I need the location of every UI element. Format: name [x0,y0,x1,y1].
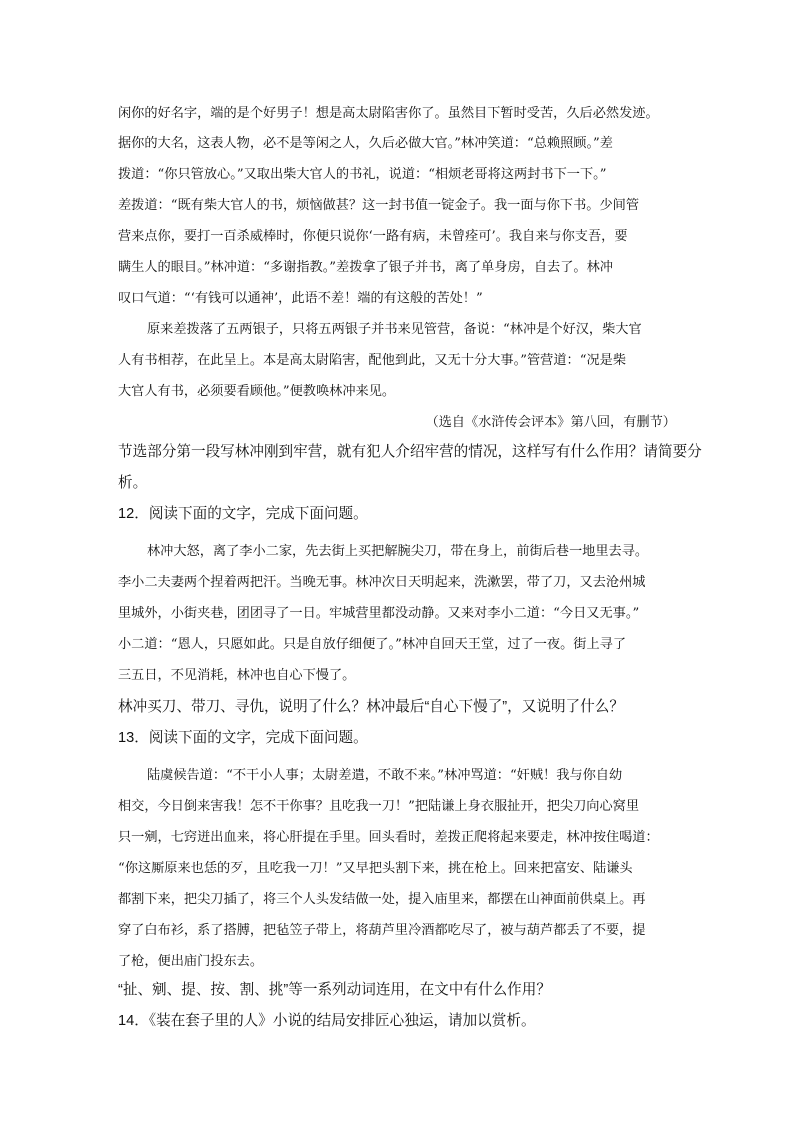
passage-line: 拨道：“你只管放心。”又取出柴大官人的书礼，说道：“相烦老哥将这两封书下一下。” [118,167,607,182]
passage-line: 穿了白布衫，系了搭膊，把毡笠子带上，将葫芦里冷酒都吃尽了，被与葫芦都丢了不要，提 [118,923,646,938]
question-text: 林冲买刀、带刀、寻仇，说明了什么？林冲最后“自心下慢了”，又说明了什么？ [118,699,624,715]
passage-line: 原来差拨落了五两银子，只将五两银子并书来见管营，备说：“林冲是个好汉，柴大官 [147,322,642,337]
question-text: “扯、剜、提、按、割、挑”等一系列动词连用，在文中有什么作用？ [118,982,551,998]
question-header: 12．阅读下面的文字，完成下面问题。 [118,506,368,522]
question-line: 节选部分第一段写林冲刚到牢营，就有犯人介绍牢营的情况，这样写有什么作用？请简要分 [118,444,702,460]
source-citation: （选自《水浒传会评本》第八回，有删节） [425,415,676,430]
passage-line: 差拨道：“既有柴大官人的书，烦恼做甚？这一封书值一锭金子。我一面与你下书。少间管 [118,198,640,213]
passage-line: 闲你的好名字，端的是个好男子！想是高太尉陷害你了。虽然目下暂时受苦，久后必然发迹。 [118,106,659,121]
passage-line: 了枪，便出庙门投东去。 [118,954,264,969]
question-header: 13．阅读下面的文字，完成下面问题。 [118,730,368,746]
passage-line: 里城外，小街夹巷，团团寻了一日。牢城营里都没动静。又来对李小二道：“今日又无事。” [118,606,640,621]
passage-line: 叹口气道：“‘有钱可以通神’，此语不差！端的有这般的苦处！” [118,291,483,306]
passage-line: 陆虞候告道：“不干小人事；太尉差遣，不敢不来。”林冲骂道：“奸贼！我与你自幼 [147,768,623,783]
passage-line: 只一剜，七窍迸出血来，将心肝提在手里。回头看时，差拨正爬将起来要走，林冲按住喝道： [118,830,659,845]
question-text: 14．《装在套子里的人》小说的结局安排匠心独运，请加以赏析。 [118,1013,536,1029]
passage-line: 三五日，不见消耗，林冲也自心下慢了。 [118,668,356,683]
passage-line: 人有书相荐，在此呈上。本是高太尉陷害，配他到此，又无十分大事。”管营道：“况是柴 [118,353,627,368]
passage-line: 林冲大怒，离了李小二家，先去街上买把解腕尖刀，带在身上，前街后巷一地里去寻。 [147,544,649,559]
passage-line: “你这厮原来也恁的歹，且吃我一刀！”又早把头割下来，挑在枪上。回来把富安、陆谦头 [118,861,633,876]
passage-line: 李小二夫妻两个捏着两把汗。当晚无事。林冲次日天明起来，洗漱罢，带了刀，又去沧州城 [118,575,646,590]
question-line: 析。 [118,475,148,491]
passage-line: 小二道：“恩人，只愿如此。只是自放仔细便了。”林冲自回天王堂，过了一夜。街上寻了 [118,637,627,652]
passage-line: 瞒生人的眼目。”林冲道：“多谢指教。”差拨拿了银子并书，离了单身房，自去了。林冲 [118,260,613,275]
passage-line: 都割下来，把尖刀插了，将三个人头发结做一处，提入庙里来，都摆在山神面前供桌上。再 [118,892,646,907]
passage-line: 营来点你，要打一百杀威棒时，你便只说你‘一路有病，未曾痊可’。我自来与你支吾，要 [118,229,628,244]
passage-line: 大官人有书，必须要看顾他。”便教唤林冲来见。 [118,384,396,399]
passage-line: 相交，今日倒来害我！怎不干你事？且吃我一刀！”把陆谦上身衣服扯开，把尖刀向心窝里 [118,799,640,814]
passage-line: 据你的大名，这表人物，必不是等闲之人，久后必做大官。”林冲笑道：“总赖照顾。”差 [118,136,613,151]
